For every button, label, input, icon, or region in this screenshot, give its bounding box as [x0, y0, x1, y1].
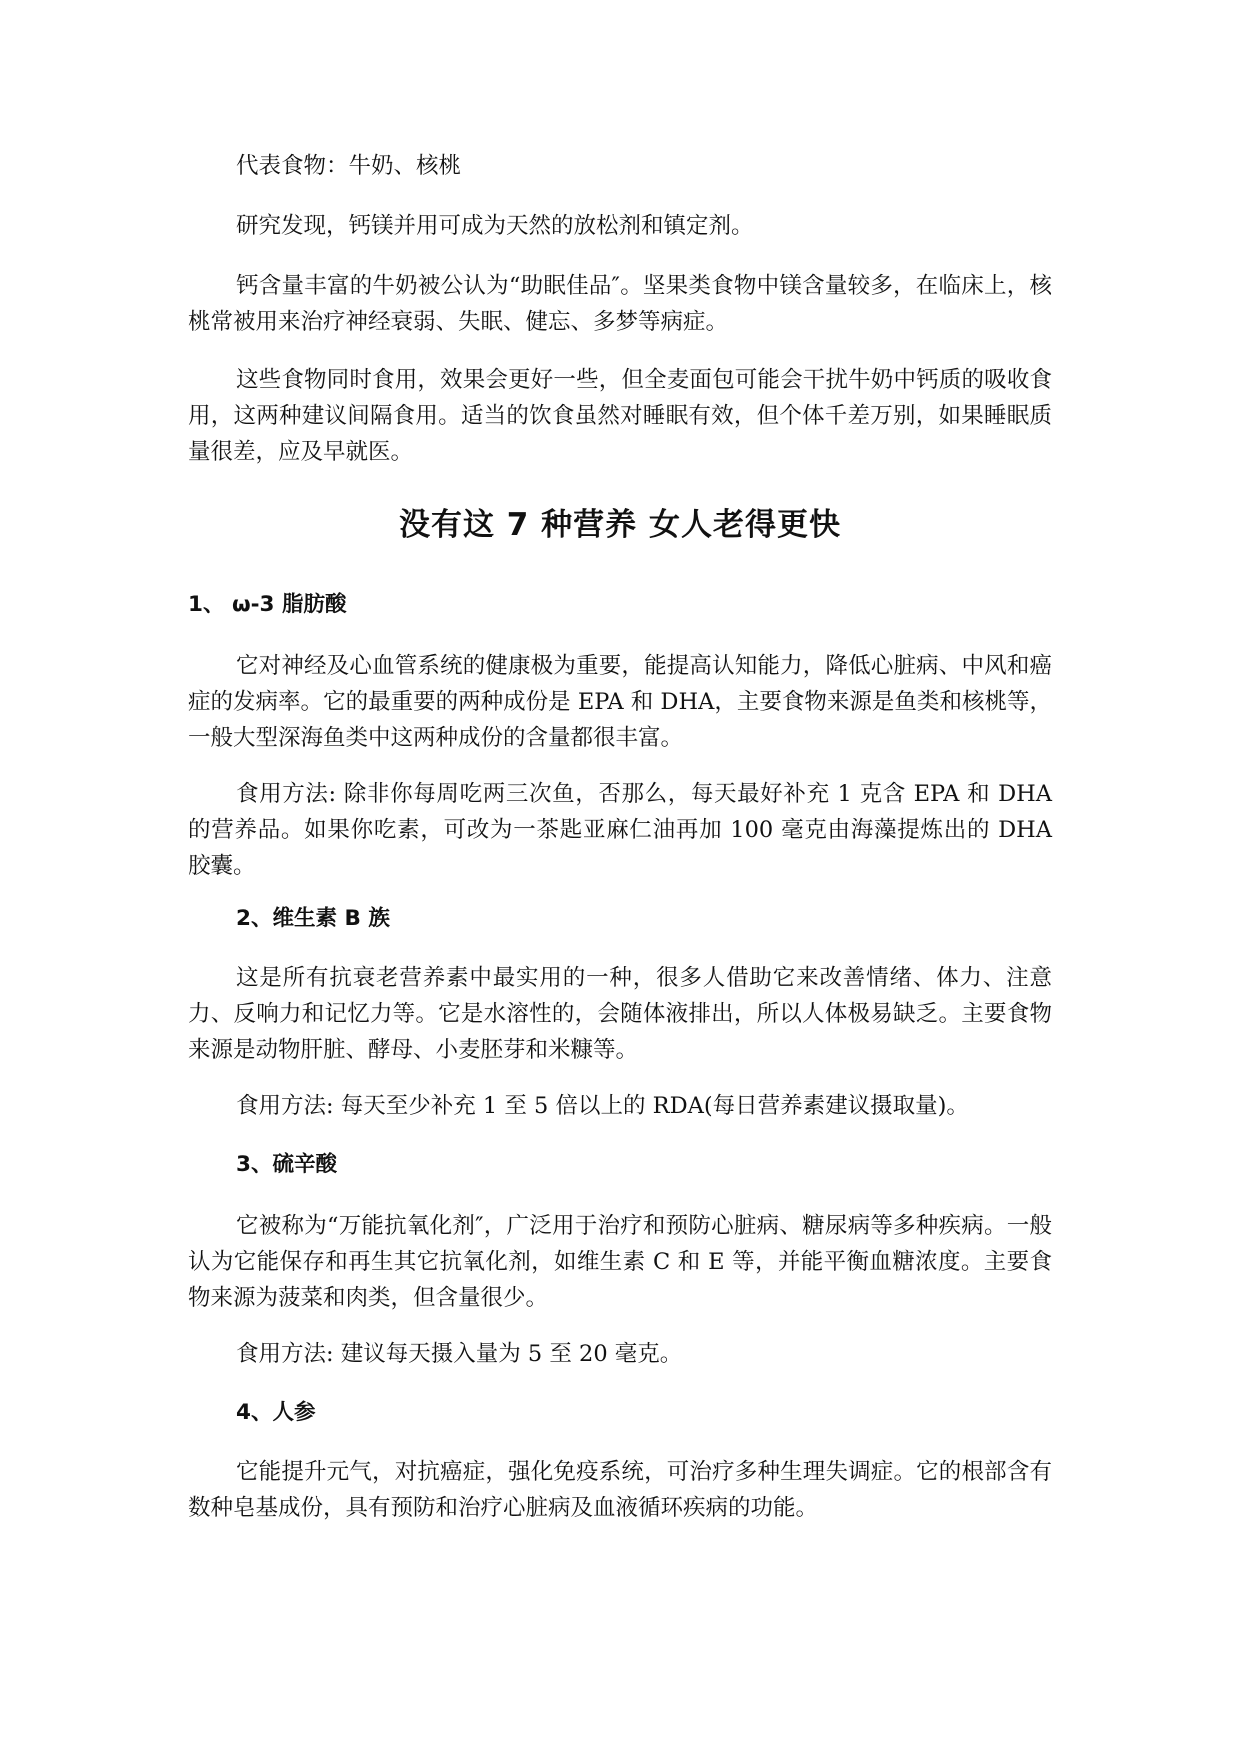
article-title: 没有这 7 种营养 女人老得更快	[399, 507, 841, 543]
section-omega3-paragraph-2: 食用方法: 除非你每周吃两三次鱼，否那么，每天最好补充 1 克含 EPA 和 DHA 的营养品。如果你吃素，可改为一茶匙亚麻仁油再加 100 毫克由海藻提炼出的 DHA 胶囊。	[188, 781, 1052, 879]
section-heading-ginseng: 4、人参	[236, 1400, 316, 1425]
intro-paragraph-1: 代表食物：牛奶、核桃	[236, 153, 462, 179]
section-heading-omega3: 1、 ω-3 脂肪酸	[188, 592, 347, 617]
section-omega3-paragraph-1: 它对神经及心血管系统的健康极为重要，能提高认知能力，降低心脏病、中风和癌症的发病率。它的最重要的两种成份是 EPA 和 DHA，主要食物来源是鱼类和核桃等，一般大型深海鱼类中这两种成份的含量都很丰富。	[188, 653, 1052, 751]
section-heading-lipoic-acid: 3、硫辛酸	[236, 1152, 337, 1177]
section-lipoic-acid-paragraph-2: 食用方法: 建议每天摄入量为 5 至 20 毫克。	[236, 1341, 683, 1367]
section-lipoic-acid-paragraph-1: 它被称为“万能抗氧化剂″，广泛用于治疗和预防心脏病、糖尿病等多种疾病。一般认为它能保存和再生其它抗氧化剂，如维生素 C 和 E 等，并能平衡血糖浓度。主要食物来源为菠菜和肉类，但含量很少。	[188, 1213, 1052, 1311]
section-vitamin-b-paragraph-1: 这是所有抗衰老营养素中最实用的一种，很多人借助它来改善情绪、体力、注意力、反响力和记忆力等。它是水溶性的，会随体液排出，所以人体极易缺乏。主要食物来源是动物肝脏、酵母、小麦胚芽和米糠等。	[188, 965, 1052, 1063]
intro-paragraph-4: 这些食物同时食用，效果会更好一些，但全麦面包可能会干扰牛奶中钙质的吸收食用，这两种建议间隔食用。适当的饮食虽然对睡眠有效，但个体千差万别，如果睡眠质量很差，应及早就医。	[188, 367, 1052, 465]
intro-paragraph-3: 钙含量丰富的牛奶被公认为“助眠佳品″。坚果类食物中镁含量较多，在临床上，核桃常被用来治疗神经衰弱、失眠、健忘、多梦等病症。	[188, 273, 1052, 335]
section-vitamin-b-paragraph-2: 食用方法: 每天至少补充 1 至 5 倍以上的 RDA(每日营养素建议摄取量)。	[236, 1093, 969, 1119]
intro-paragraph-2: 研究发现，钙镁并用可成为天然的放松剂和镇定剂。	[236, 213, 754, 239]
section-ginseng-paragraph-1: 它能提升元气，对抗癌症，强化免疫系统，可治疗多种生理失调症。它的根部含有数种皂基成份，具有预防和治疗心脏病及血液循环疾病的功能。	[188, 1459, 1052, 1521]
section-heading-vitamin-b: 2、维生素 B 族	[236, 906, 390, 931]
